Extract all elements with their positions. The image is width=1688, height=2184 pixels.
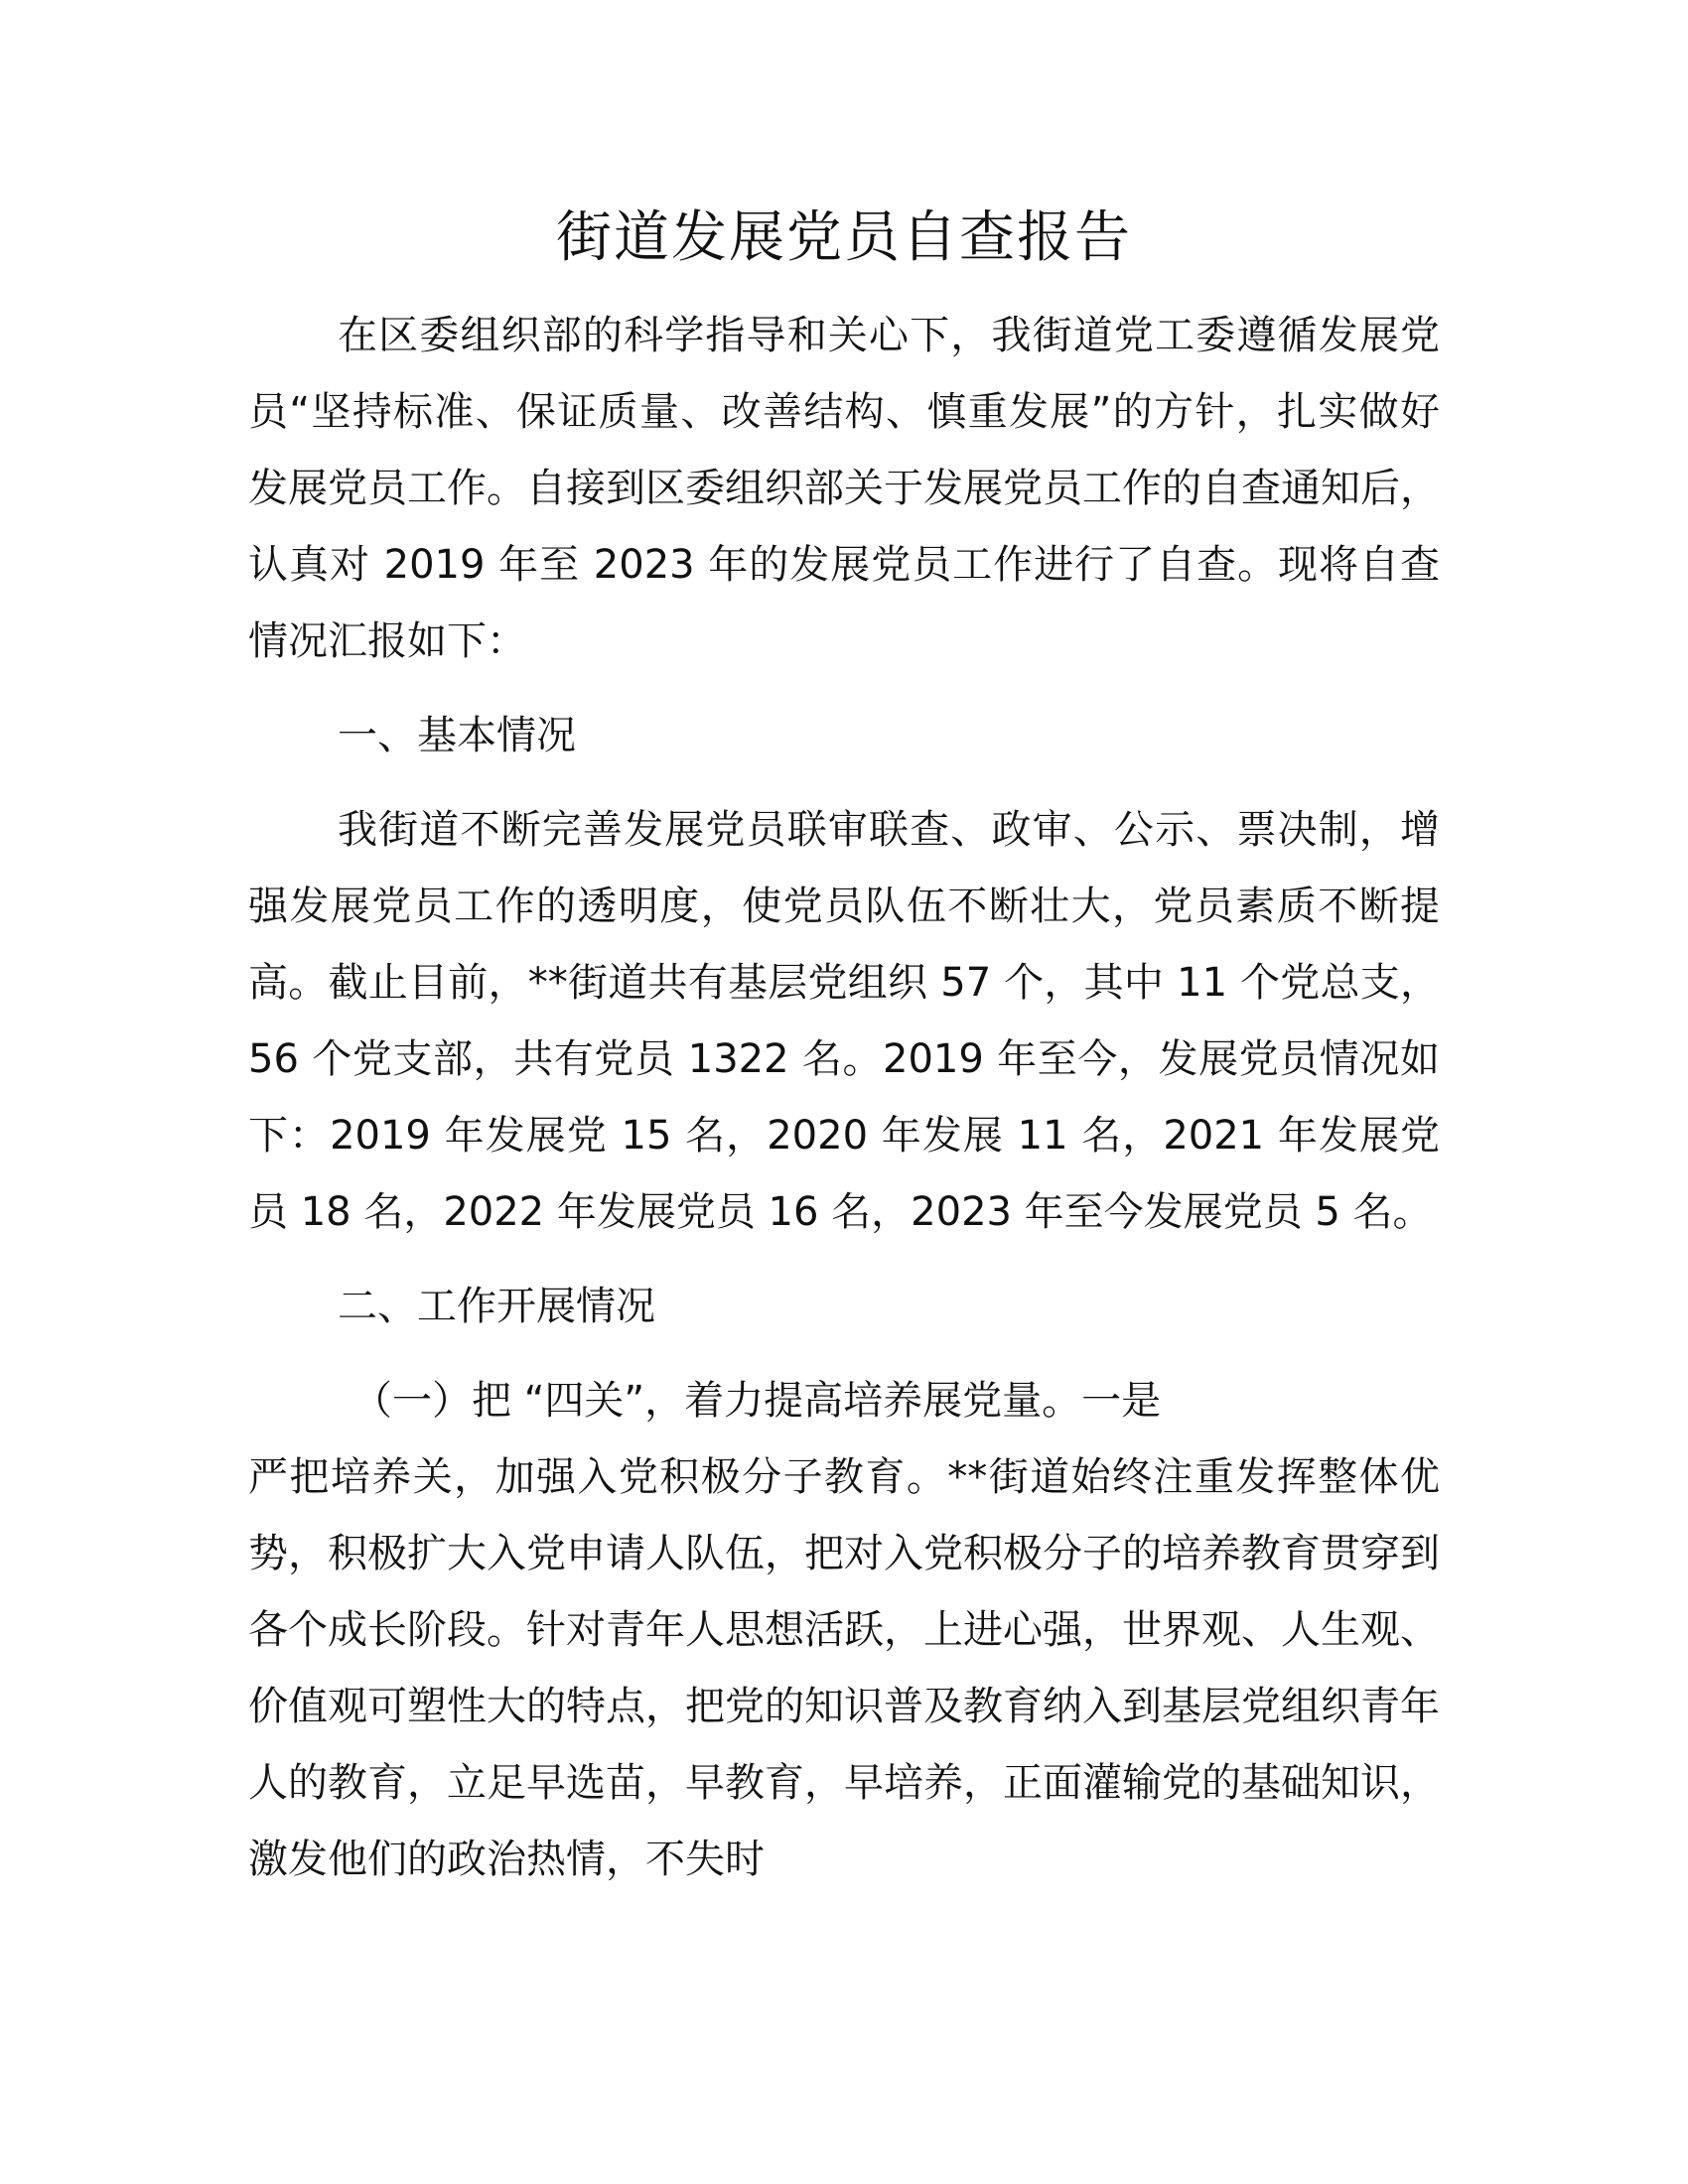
document-title: 街道发展党员自查报告 <box>556 205 1132 270</box>
basic-info-paragraph: 我街道不断完善发展党员联审联查、政审、公示、票决制，增强发展党员工作的透明度，使党员队伍不断壮大，党员素质不断提高。截止目前，**街道共有基层党组织 57 个，其中 11 个党总支，56 个党支部，共有党员 1322 名。2019 年至今，发展党员情况如下：2019 年发展党 15 名，2020 年发展 11 名，2021 年发展党员 18 名，2022 年发展党员 16 名，2023 年至今发展党员 5 名。 <box>248 807 1440 1235</box>
section-heading-basic: 一、基本情况 <box>338 713 576 758</box>
section-heading-work: 二、工作开展情况 <box>338 1284 655 1329</box>
subsection-heading-four-gates: （一）把 “四关”，着力提高培养展党量。一是 <box>352 1378 1162 1424</box>
document-body <box>248 298 1440 1898</box>
training-paragraph: 严把培养关，加强入党积极分子教育。**街道始终注重发挥整体优势，积极扩大入党申请人队伍，把对入党积极分子的培养教育贯穿到各个成长阶段。针对青年人思想活跃，上进心强，世界观、人生观、价值观可塑性大的特点，把党的知识普及教育纳入到基层党组织青年人的教育，立足早选苗，早教育，早培养，正面灌输党的基础知识，激发他们的政治热情，不失时 <box>248 1454 1440 1882</box>
intro-paragraph: 在区委组织部的科学指导和关心下，我街道党工委遵循发展党员“坚持标准、保证质量、改善结构、慎重发展”的方针，扎实做好发展党员工作。自接到区委组织部关于发展党员工作的自查通知后，认真对 2019 年至 2023 年的发展党员工作进行了自查。现将自查情况汇报如下： <box>248 313 1440 664</box>
